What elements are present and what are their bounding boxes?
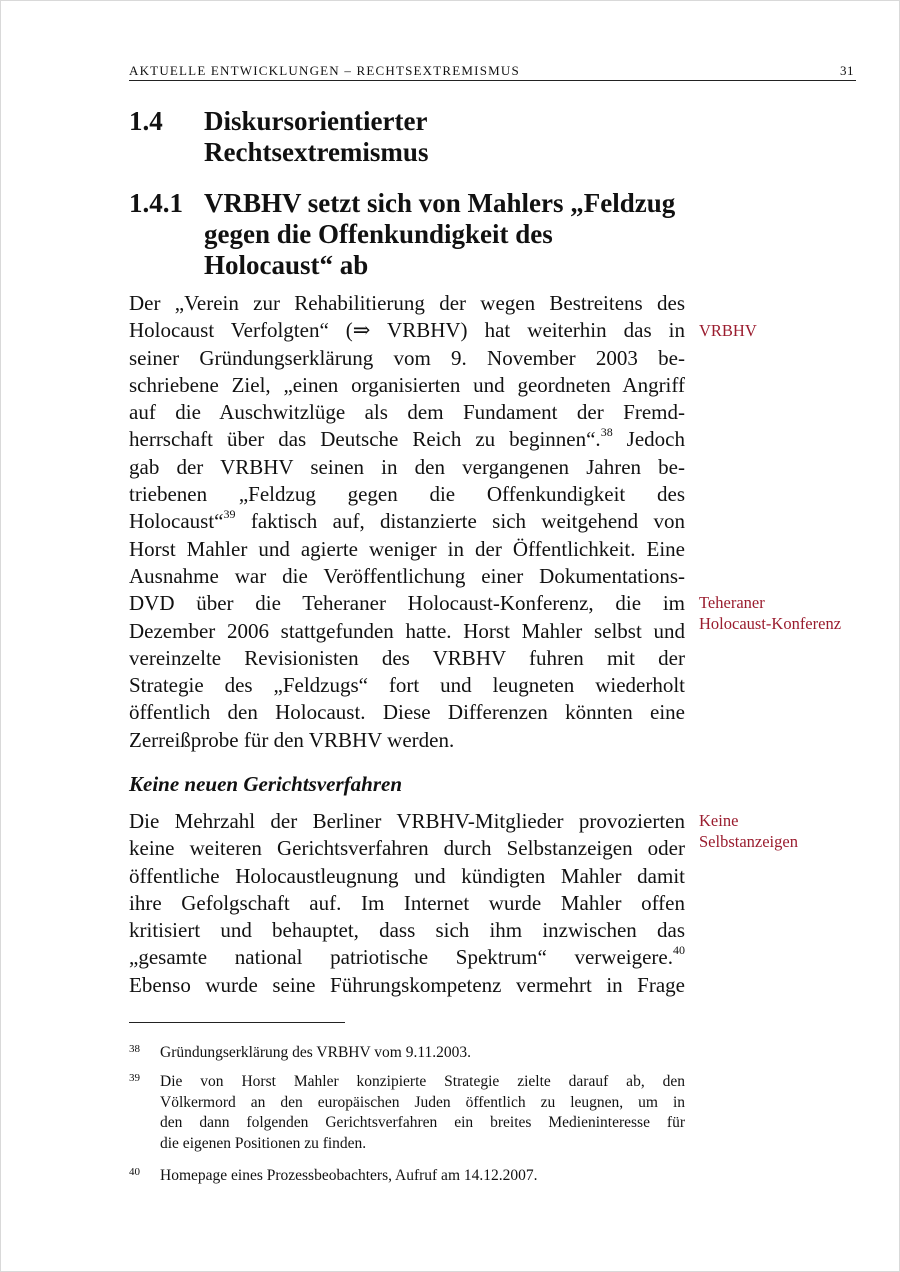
- running-header: [129, 62, 856, 81]
- section-title: [204, 106, 704, 168]
- footnote-text: [160, 1072, 685, 1154]
- margin-note-keine-selbstanzeigen: [699, 810, 894, 852]
- footnote-number: 38: [129, 1043, 140, 1055]
- text-line: Holocaust Verfolgten“ (⇒ VRBHV) hat weiterhin das in: [129, 318, 685, 343]
- text-line: triebenen „Feldzug gegen die Offenkundigkeit des: [129, 482, 685, 507]
- margin-note-line: Keine: [699, 811, 739, 830]
- footnote-text: [160, 1166, 685, 1187]
- text-line: [129, 426, 685, 453]
- text-line: schriebene Ziel, „einen organisierten und geordneten Angriff: [129, 372, 685, 397]
- text-line: vereinzelte Revisionisten des VRBHV fuhren mit der: [129, 645, 685, 670]
- text-line: kritisiert und behauptet, dass sich ihm inzwischen das: [129, 918, 685, 943]
- subsection-number: 1.4.1: [129, 188, 183, 218]
- running-header-title: AKTUELLE ENTWICKLUNGEN – RECHTSEXTREMISMUS: [129, 63, 520, 78]
- text-line: Ausnahme war die Veröffentlichung einer Dokumentations-: [129, 563, 685, 588]
- footnote-number: 40: [129, 1166, 140, 1178]
- text-line: Der „Verein zur Rehabilitierung der wegen Bestreitens des: [129, 291, 685, 315]
- text-line: auf die Auschwitzlüge als dem Fundament der Fremd-: [129, 400, 685, 425]
- text-line: öffentlich den Holocaust. Diese Differenzen könnten eine: [129, 700, 685, 725]
- margin-note-teheraner-konferenz: [699, 592, 894, 634]
- text-line: keine weiteren Gerichtsverfahren durch Selbstanzeigen oder: [129, 836, 685, 861]
- subheading: Keine neuen Gerichtsverfahren: [129, 772, 402, 796]
- text-line: Dezember 2006 stattgefunden hatte. Horst Mahler selbst und: [129, 618, 685, 643]
- subsection-title: [204, 188, 704, 281]
- text-fragment: „gesamte national patriotische Spektrum“ verweigere.: [129, 945, 673, 970]
- text-line: ihre Gefolgschaft auf. Im Internet wurde Mahler offen: [129, 890, 685, 915]
- margin-note-line: VRBHV: [699, 321, 757, 340]
- subsection-title-line: gegen die Offenkundigkeit des: [204, 219, 553, 249]
- footnote-text: [160, 1043, 685, 1064]
- subsection-title-line: Holocaust“ ab: [204, 250, 369, 280]
- section-title-line: Diskursorientierter: [204, 106, 428, 136]
- text-line: Die Mehrzahl der Berliner VRBHV-Mitglieder provozierten: [129, 809, 685, 833]
- text-line: [129, 944, 685, 971]
- footnote-line: den dann folgenden Gerichtsverfahren ein breites Medieninteresse für: [160, 1114, 685, 1131]
- margin-note-line: Selbstanzeigen: [699, 832, 798, 851]
- footnote-line: Gründungserklärung des VRBHV vom 9.11.2003.: [160, 1044, 471, 1061]
- margin-note-line: Holocaust-Konferenz: [699, 614, 842, 633]
- body-paragraph-1: [129, 290, 685, 754]
- footnote-line: die eigenen Positionen zu finden.: [160, 1134, 367, 1152]
- footnote-ref-39[interactable]: 39: [223, 507, 236, 522]
- text-line: Horst Mahler und agierte weniger in der Öffentlichkeit. Eine: [129, 536, 685, 561]
- margin-note-vrbhv: [699, 320, 894, 341]
- footnote-line: Völkermord an den europäischen Juden öffentlich zu leugnen, um in: [160, 1093, 685, 1111]
- section-number: 1.4: [129, 106, 163, 136]
- text-line: Strategie des „Feldzugs“ fort und leugneten wiederholt: [129, 673, 685, 698]
- footnote-line: Homepage eines Prozessbeobachters, Aufruf am 14.12.2007.: [160, 1167, 538, 1184]
- body-paragraph-2: [129, 808, 685, 999]
- text-line: gab der VRBHV seinen in den vergangenen Jahren be-: [129, 454, 685, 479]
- margin-note-line: Teheraner: [699, 593, 765, 612]
- section-title-line: Rechtsextremismus: [204, 137, 429, 167]
- footnote-ref-38[interactable]: 38: [600, 425, 613, 440]
- text-line: Zerreißprobe für den VRBHV werden.: [129, 727, 455, 752]
- text-line: [129, 508, 685, 535]
- section-heading: [129, 106, 689, 170]
- subsection-heading: [129, 188, 689, 284]
- text-fragment: Holocaust“: [129, 509, 224, 534]
- text-line: DVD über die Teheraner Holocaust-Konferenz, die im: [129, 591, 685, 616]
- page-number: 31: [840, 63, 854, 78]
- text-fragment: herrschaft über das Deutsche Reich zu beginnen“.: [129, 427, 601, 452]
- footnote-line: Die von Horst Mahler konzipierte Strategie zielte darauf ab, den: [160, 1073, 685, 1090]
- text-fragment: Jedoch: [612, 427, 685, 452]
- text-line: seiner Gründungserklärung vom 9. November 2003 be-: [129, 345, 685, 370]
- text-line: öffentliche Holocaustleugnung und kündigten Mahler damit: [129, 863, 685, 888]
- text-line: Ebenso wurde seine Führungskompetenz vermehrt in Frage: [129, 972, 685, 997]
- text-fragment: faktisch auf, distanzierte sich weitgehend von: [235, 509, 685, 534]
- footnote-separator: [129, 1022, 345, 1023]
- subsection-title-line: VRBHV setzt sich von Mahlers „Feldzug: [204, 188, 676, 218]
- footnote-ref-40[interactable]: 40: [673, 943, 685, 958]
- footnote-number: 39: [129, 1072, 140, 1084]
